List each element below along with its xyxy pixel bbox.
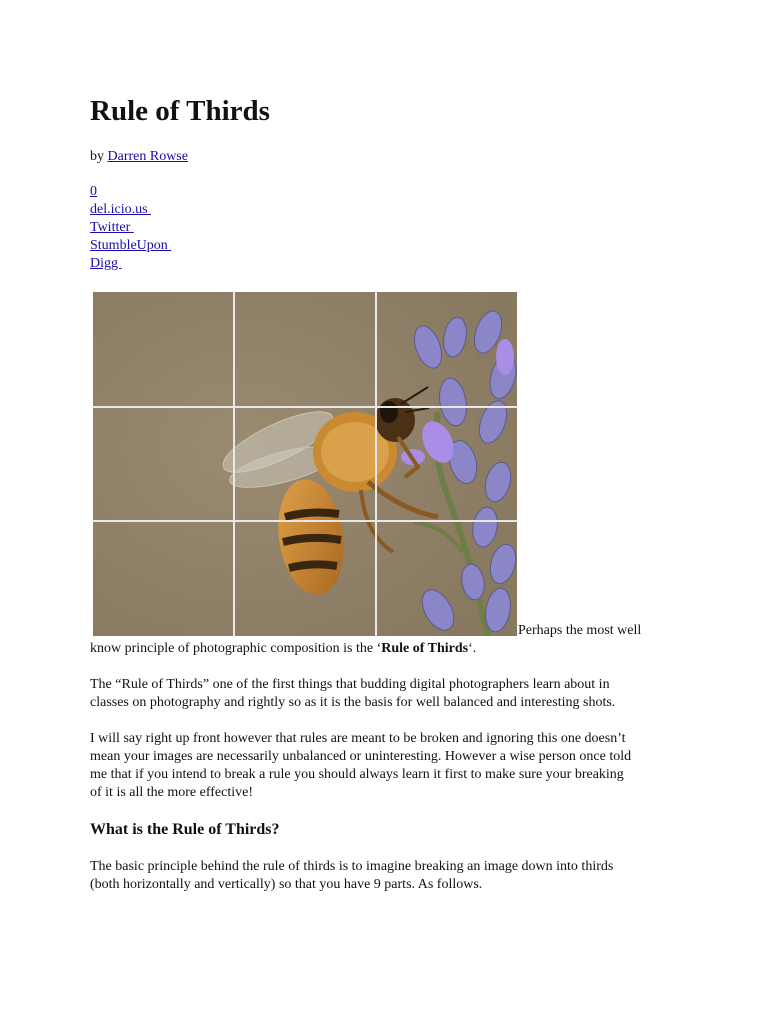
stumbleupon-link[interactable]: StumbleUpon [90,238,172,253]
paragraph-3-line: The basic principle behind the rule of thirds is to imagine breaking an image down into thirds [90,859,614,874]
page-title: Rule of Thirds [90,95,270,127]
paragraph-1-line: classes on photography and rightly so as it is the basis for well balanced and interesting shots. [90,695,616,710]
intro-line2: know principle of photographic composition is the ‘ [90,641,382,656]
digg-link[interactable]: Digg [90,256,122,271]
intro-line2-end: ‘. [468,641,477,656]
paragraph-1-line: The “Rule of Thirds” one of the first things that budding digital photographers learn about in [90,677,610,692]
paragraph-2-line: of it is all the more effective! [90,785,254,800]
delicious-link[interactable]: del.icio.us [90,202,152,217]
paragraph-2 [90,730,680,802]
paragraph-3-line: (both horizontally and vertically) so that you have 9 parts. As follows. [90,877,483,892]
paragraph-2-line: mean your images are necessarily unbalanced or uninteresting. However a wise person once told [90,749,632,764]
author-link[interactable]: Darren Rowse [107,149,188,164]
bee-on-lavender-image [93,292,517,636]
intro-text-continued [90,640,476,658]
twitter-link[interactable]: Twitter [90,220,134,235]
rule-of-thirds-photo [93,292,517,636]
intro-text-start: Perhaps the most well [518,623,642,638]
paragraph-2-line: I will say right up front however that rules are meant to be broken and ignoring this one doesn’t [90,731,626,746]
share-links [90,183,171,273]
paragraph-1 [90,676,680,712]
paragraph-2-line: me that if you intend to break a rule you should always learn it first to make sure your breaking [90,767,624,782]
section-heading: What is the Rule of Thirds? [90,821,280,838]
byline [90,148,188,165]
share-count-link[interactable]: 0 [90,184,97,199]
paragraph-3 [90,858,680,894]
intro-bold-term: Rule of Thirds [381,641,469,656]
byline-prefix: by [90,149,108,164]
